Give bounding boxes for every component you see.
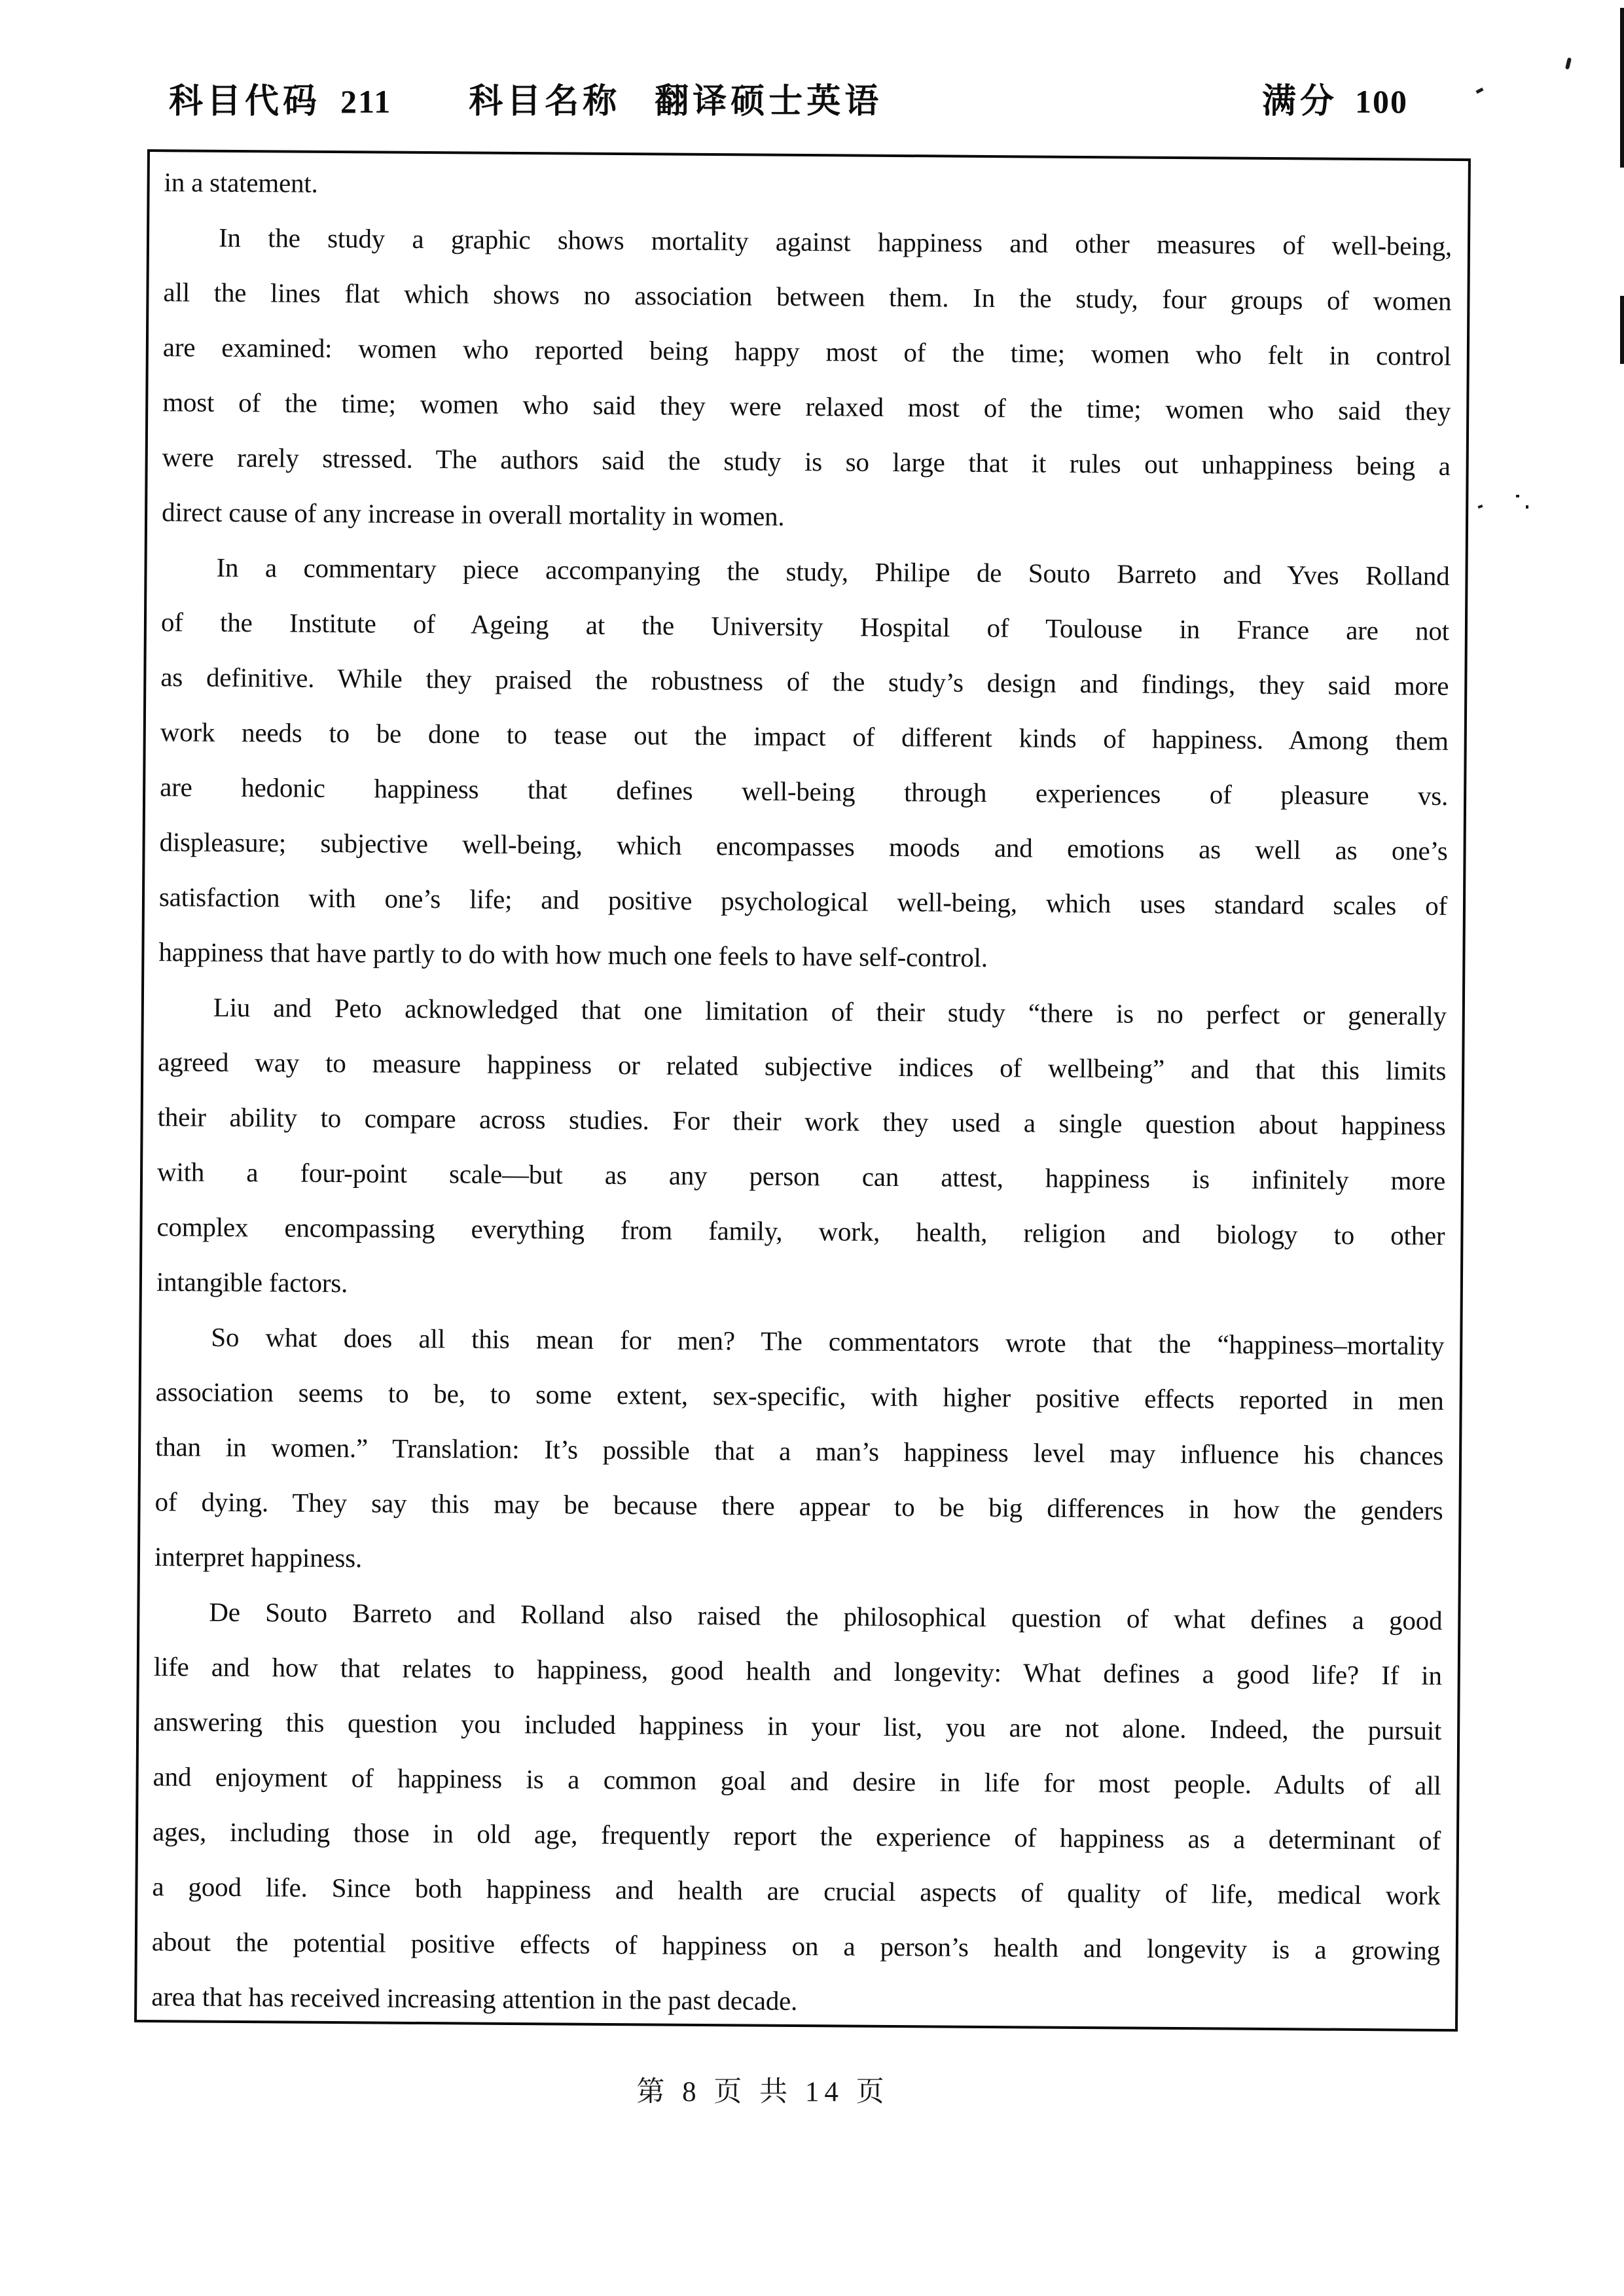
scan-speck — [1478, 505, 1483, 509]
subject-code-label: 科目代码 — [169, 83, 321, 120]
text-line: De Souto Barreto and Rolland also raised the philosophical question of what defines a good — [209, 1596, 1443, 1636]
text-line: interpret happiness. — [154, 1541, 363, 1573]
text-line: are hedonic happiness that defines well-being through experiences of pleasure vs. — [160, 772, 1449, 811]
text-line: In a commentary piece accompanying the study, Philipe de Souto Barreto and Yves Rolland — [216, 552, 1450, 591]
full-score — [1262, 73, 1408, 122]
text-line: answering this question you included happiness in your list, you are not alone. Indeed, the pursuit — [153, 1706, 1442, 1746]
text-line: were rarely stressed. The authors said the study is so large that it rules out unhappiness being a — [162, 442, 1451, 481]
text-line: are examined: women who reported being happy most of the time; women who felt in control — [162, 332, 1452, 371]
text-line: happiness that have partly to do with how much one feels to have self-control. — [158, 937, 988, 973]
text-line: most of the time; women who said they were relaxed most of the time; women who said they — [162, 387, 1451, 426]
text-line: satisfaction with one’s life; and positive psychological well-being, which uses standard scales of — [158, 882, 1448, 921]
scan-speck — [1516, 495, 1519, 497]
text-line: intangible factors. — [156, 1266, 348, 1299]
article-box — [134, 149, 1471, 2032]
exam-header — [169, 73, 1408, 122]
subject-name-value: 翻译硕士英语 — [655, 83, 883, 120]
text-line: of the Institute of Ageing at the University Hospital of Toulouse in France are not — [160, 607, 1450, 646]
text-line: In the study a graphic shows mortality against happiness and other measures of well-being, — [218, 222, 1453, 261]
scan-edge-artifact — [1620, 8, 1624, 168]
subject-name-label: 科目名称 — [469, 83, 621, 120]
text-line: in a statement. — [164, 167, 318, 198]
text-line: their ability to compare across studies. For their work they used a single question about happiness — [157, 1102, 1446, 1141]
text-line: work needs to be done to tease out the impact of different kinds of happiness. Among them — [160, 717, 1449, 756]
scan-speck — [1565, 58, 1572, 70]
text-line: with a four-point scale—but as any person can attest, happiness is infinitely more — [156, 1157, 1446, 1196]
scan-edge-artifact — [1620, 296, 1624, 364]
full-score-label: 满分 — [1261, 83, 1338, 120]
page-number-footer: 第 8 页 共 14 页 — [636, 2077, 890, 2108]
text-line: than in women.” Translation: It’s possible that a man’s happiness level may influence his chances — [155, 1431, 1444, 1471]
text-line: So what does all this mean for men? The commentators wrote that the “happiness–mortality — [211, 1321, 1445, 1361]
text-line: life and how that relates to happiness, good health and longevity: What defines a good life? If in — [153, 1651, 1442, 1691]
text-line: area that has received increasing attention in the past decade. — [151, 1981, 798, 2017]
text-line: complex encompassing everything from family, work, health, religion and biology to other — [156, 1211, 1445, 1251]
text-line: displeasure; subjective well-being, which encompasses moods and emotions as well as one’s — [159, 827, 1448, 866]
text-line: direct cause of any increase in overall mortality in women. — [161, 497, 785, 531]
text-line: and enjoyment of happiness is a common goal and desire in life for most people. Adults of all — [153, 1761, 1441, 1801]
text-line: about the potential positive effects of happiness on a person’s health and longevity is a growing — [151, 1926, 1440, 1965]
subject-code-value: 211 — [340, 83, 392, 120]
scan-speck — [1475, 88, 1483, 94]
text-line: ages, including those in old age, frequently report the experience of happiness as a determinant of — [152, 1816, 1441, 1856]
scan-speck — [1526, 505, 1528, 509]
text-line: a good life. Since both happiness and health are crucial aspects of quality of life, medical work — [152, 1871, 1441, 1910]
text-line: as definitive. While they praised the robustness of the study’s design and findings, they said more — [160, 662, 1449, 701]
text-line: of dying. They say this may be because there appear to be big differences in how the genders — [154, 1486, 1443, 1526]
full-score-value: 100 — [1355, 83, 1408, 120]
text-line: agreed way to measure happiness or related subjective indices of wellbeing” and that this limits — [158, 1047, 1447, 1086]
text-line: association seems to be, to some extent, sex-specific, with higher positive effects reported in men — [155, 1376, 1444, 1416]
text-line: all the lines flat which shows no association between them. In the study, four groups of women — [163, 277, 1452, 316]
text-line: Liu and Peto acknowledged that one limitation of their study “there is no perfect or generally — [213, 992, 1447, 1031]
